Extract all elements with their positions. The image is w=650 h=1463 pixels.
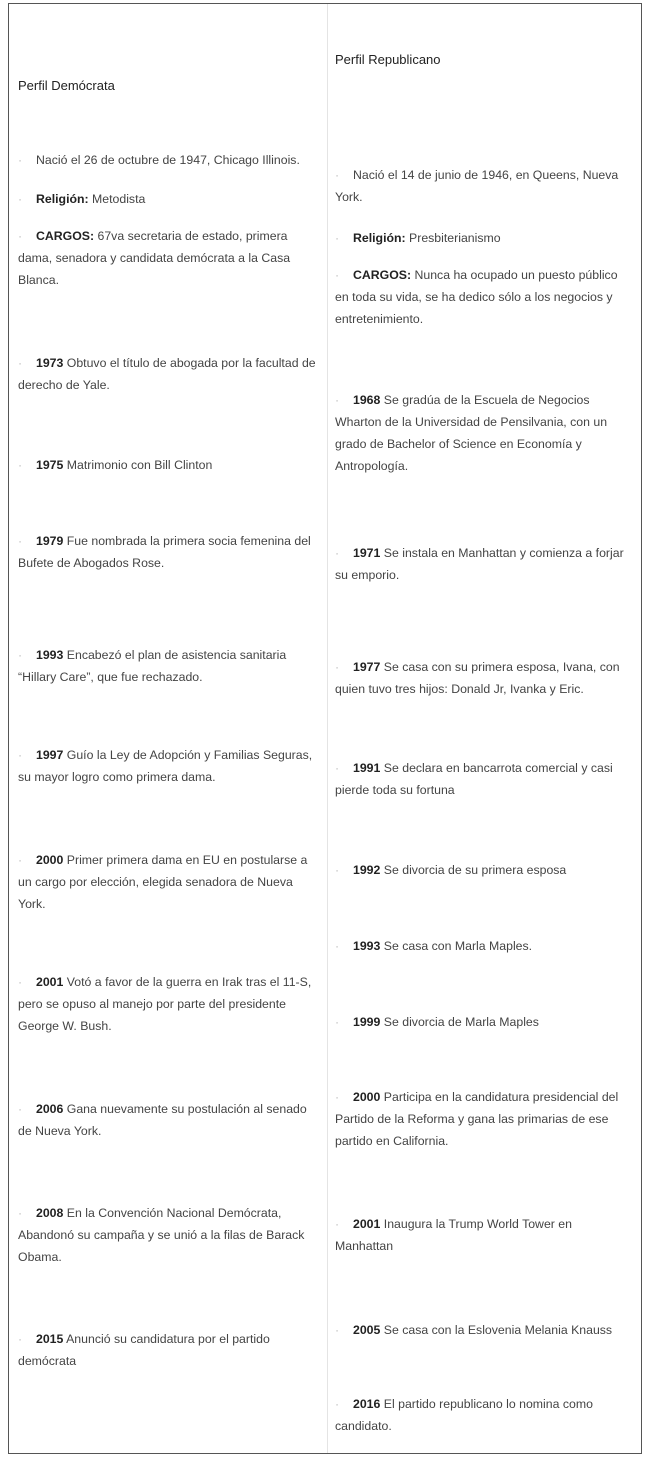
item-text: En la Convención Nacional Demócrata, Abandonó su campaña y se unió a la filas de Barack Obama. [18, 1206, 305, 1264]
item-text: Anunció su candidatura por el partido demócrata [18, 1332, 270, 1368]
item-text: Presbiterianismo [405, 231, 501, 245]
item-highlight: 1993 [353, 939, 381, 953]
bullet-dot-icon: · [335, 1015, 340, 1029]
item-text: Encabezó el plan de asistencia sanitaria “Hillary Care”, que fue rechazado. [18, 648, 287, 684]
right-profile-item [335, 656, 627, 700]
item-highlight: 1991 [353, 761, 381, 775]
bullet-dot-icon: · [18, 1102, 23, 1116]
bullet-dot-icon: · [335, 546, 340, 560]
item-highlight: 2015 [36, 1332, 64, 1346]
item-text: 67va secretaria de estado, primera dama, senadora y candidata demócrata a la Casa Blanca. [18, 229, 291, 287]
bullet-dot-icon: · [335, 863, 340, 877]
item-text: Matrimonio con Bill Clinton [63, 458, 213, 472]
right-profile-item [335, 935, 627, 957]
left-profile-item [18, 149, 316, 171]
item-text: Se gradúa de la Escuela de Negocios Wharton de la Universidad de Pensilvania, con un grado de Bachelor of Science en Economía y Antropología. [335, 393, 608, 473]
right-profile-item [335, 1393, 627, 1437]
item-text: Se divorcia de Marla Maples [380, 1015, 539, 1029]
item-text: Se casa con su primera esposa, Ivana, con quien tuvo tres hijos: Donald Jr, Ivanka y Eric. [335, 660, 620, 696]
right-profile-item [335, 757, 627, 801]
left-profile-item [18, 188, 316, 210]
republican-profile-title: Perfil Republicano [335, 52, 441, 67]
item-highlight: 1977 [353, 660, 381, 674]
bullet-dot-icon: · [335, 761, 340, 775]
bullet-dot-icon: · [18, 153, 23, 167]
bullet-dot-icon: · [18, 975, 23, 989]
bullet-dot-icon: · [18, 648, 23, 662]
item-highlight: 1968 [353, 393, 381, 407]
item-text: Se divorcia de su primera esposa [380, 863, 567, 877]
item-highlight: 2008 [36, 1206, 64, 1220]
right-profile-item [335, 1011, 627, 1033]
left-profile-item [18, 225, 316, 291]
item-highlight: 1992 [353, 863, 381, 877]
item-text: Inaugura la Trump World Tower en Manhattan [335, 1217, 572, 1253]
item-text: Primer primera dama en EU en postularse a un cargo por elección, elegida senadora de Nueva York. [18, 853, 308, 911]
bullet-dot-icon: · [335, 1217, 340, 1231]
item-highlight: 2016 [353, 1397, 381, 1411]
item-highlight: CARGOS: [353, 268, 412, 282]
bullet-dot-icon: · [18, 748, 23, 762]
right-profile-item [335, 542, 627, 586]
item-highlight: 1973 [36, 356, 64, 370]
bullet-dot-icon: · [18, 192, 23, 206]
item-highlight: 2001 [36, 975, 64, 989]
left-profile-item [18, 454, 316, 476]
item-highlight: Religión: [36, 192, 89, 206]
item-text: Se declara en bancarrota comercial y casi pierde toda su fortuna [335, 761, 613, 797]
democrat-profile-column [9, 4, 328, 1453]
bullet-dot-icon: · [18, 853, 23, 867]
item-highlight: 1979 [36, 534, 64, 548]
bullet-dot-icon: · [335, 393, 340, 407]
item-highlight: 2006 [36, 1102, 64, 1116]
item-text: Gana nuevamente su postulación al senado de Nueva York. [18, 1102, 307, 1138]
item-highlight: 1971 [353, 546, 381, 560]
bullet-dot-icon: · [18, 229, 23, 243]
right-profile-item [335, 859, 627, 881]
item-highlight: 2005 [353, 1323, 381, 1337]
item-text: Fue nombrada la primera socia femenina del Bufete de Abogados Rose. [18, 534, 311, 570]
item-highlight: 2001 [353, 1217, 381, 1231]
left-profile-item [18, 530, 316, 574]
left-profile-item [18, 352, 316, 396]
left-profile-item [18, 1328, 316, 1372]
item-highlight: 2000 [353, 1090, 381, 1104]
left-profile-item [18, 744, 316, 788]
left-profile-item [18, 849, 316, 915]
bullet-dot-icon: · [335, 660, 340, 674]
item-text: Guío la Ley de Adopción y Familias Seguras, su mayor logro como primera dama. [18, 748, 313, 784]
left-profile-item [18, 971, 316, 1037]
item-highlight: 1999 [353, 1015, 381, 1029]
item-text: Se instala en Manhattan y comienza a forjar su emporio. [335, 546, 624, 582]
item-text: Nunca ha ocupado un puesto público en toda su vida, se ha dedico sólo a los negocios y entretenimiento. [335, 268, 618, 326]
comparison-table [8, 3, 642, 1454]
item-text: El partido republicano lo nomina como candidato. [335, 1397, 593, 1433]
right-profile-item [335, 1086, 627, 1152]
item-text: Metodista [88, 192, 146, 206]
item-highlight: 1993 [36, 648, 64, 662]
right-profile-item [335, 1213, 627, 1257]
right-profile-item [335, 264, 627, 330]
right-profile-item [335, 1319, 627, 1341]
bullet-dot-icon: · [18, 458, 23, 472]
left-profile-item [18, 644, 316, 688]
item-highlight: CARGOS: [36, 229, 95, 243]
bullet-dot-icon: · [335, 1397, 340, 1411]
right-profile-item [335, 389, 627, 477]
item-text: Nació el 26 de octubre de 1947, Chicago Illinois. [36, 153, 300, 167]
right-profile-item [335, 164, 627, 208]
item-text: Participa en la candidatura presidencial del Partido de la Reforma y gana las primarias de ese partido en California. [335, 1090, 619, 1148]
republican-profile-column [327, 4, 641, 1453]
item-highlight: Religión: [353, 231, 406, 245]
left-profile-item [18, 1098, 316, 1142]
bullet-dot-icon: · [18, 356, 23, 370]
bullet-dot-icon: · [18, 534, 23, 548]
item-highlight: 2000 [36, 853, 64, 867]
bullet-dot-icon: · [335, 1323, 340, 1337]
item-highlight: 1975 [36, 458, 64, 472]
left-profile-item [18, 1202, 316, 1268]
item-text: Votó a favor de la guerra en Irak tras el 11-S, pero se opuso al manejo por parte del presidente George W. Bush. [18, 975, 312, 1033]
bullet-dot-icon: · [335, 168, 340, 182]
item-text: Se casa con Marla Maples. [380, 939, 533, 953]
item-text: Obtuvo el título de abogada por la facultad de derecho de Yale. [18, 356, 316, 392]
item-text: Se casa con la Eslovenia Melania Knauss [380, 1323, 613, 1337]
item-text: Nació el 14 de junio de 1946, en Queens, Nueva York. [335, 168, 619, 204]
bullet-dot-icon: · [335, 1090, 340, 1104]
item-highlight: 1997 [36, 748, 64, 762]
bullet-dot-icon: · [18, 1206, 23, 1220]
bullet-dot-icon: · [335, 268, 340, 282]
bullet-dot-icon: · [335, 939, 340, 953]
democrat-profile-title: Perfil Demócrata [18, 78, 115, 93]
bullet-dot-icon: · [18, 1332, 23, 1346]
bullet-dot-icon: · [335, 231, 340, 245]
right-profile-item [335, 227, 627, 249]
